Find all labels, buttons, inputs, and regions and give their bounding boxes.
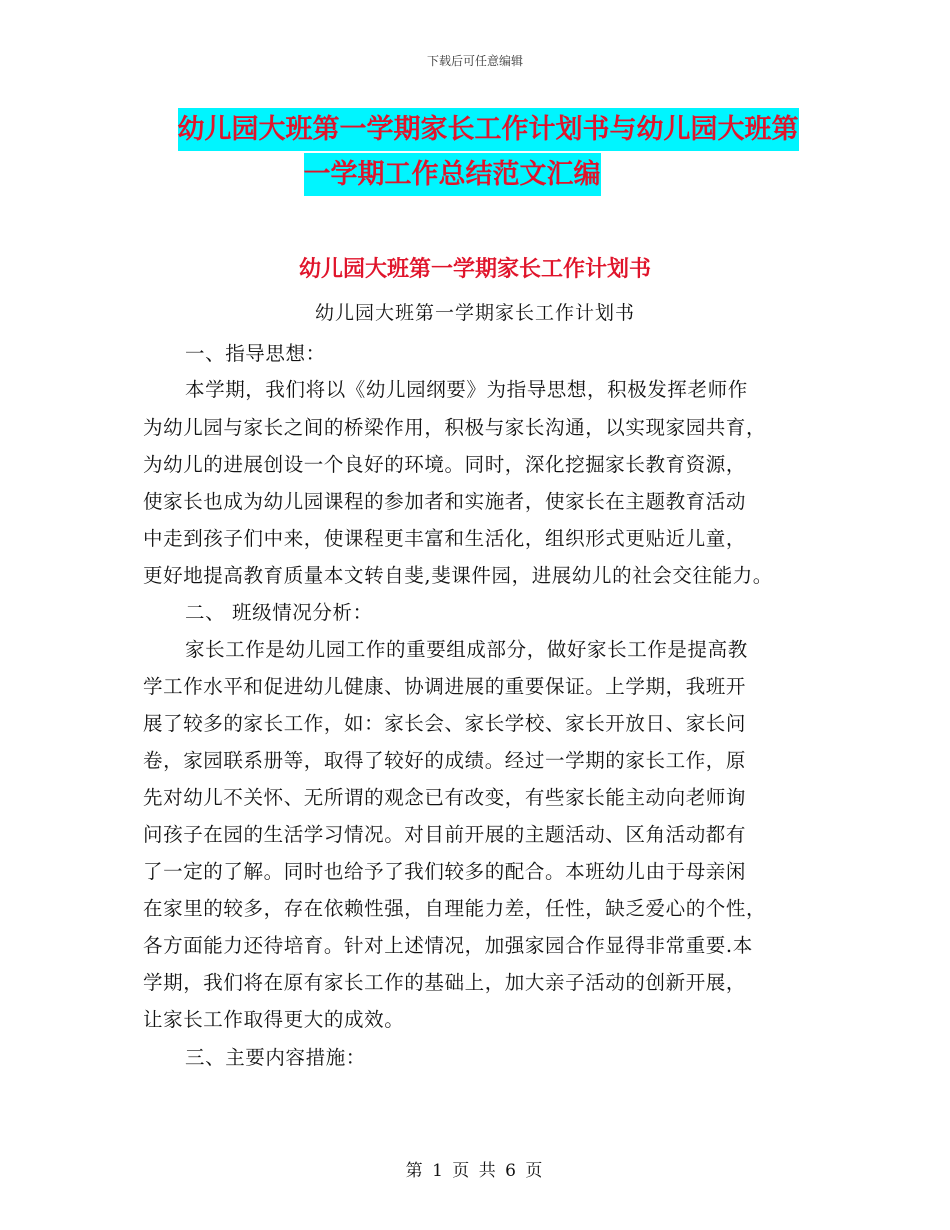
main-title-line-2-text: 一学期工作总结范文汇编 (304, 153, 601, 196)
heading-class-analysis: 二、 班级情况分析： (185, 601, 373, 624)
paragraph-line: 问孩子在园的生活学习情况。对目前开展的主题活动、区角活动都有 (143, 823, 747, 846)
paragraph-line: 先对幼儿不关怀、无所谓的观念已有改变，有些家长能主动向老师询 (143, 786, 747, 809)
paragraph-line: 本学期，我们将以《幼儿园纲要》为指导思想，积极发挥老师作 (185, 378, 748, 401)
page-footer: 第 1 页 共 6 页 (405, 1161, 545, 1181)
paragraph-line: 学工作水平和促进幼儿健康、协调进展的重要保证。上学期，我班开 (143, 675, 747, 698)
paragraph-line: 展了较多的家长工作，如：家长会、家长学校、家长开放日、家长问 (143, 712, 747, 735)
paragraph-line: 更好地提高教育质量本文转自斐,斐课件园，进展幼儿的社会交往能力。 (143, 564, 773, 587)
paragraph-line: 学期，我们将在原有家长工作的基础上，加大亲子活动的创新开展， (143, 971, 747, 994)
paragraph-line: 在家里的较多，存在依赖性强，自理能力差，任性，缺乏爱心的个性， (143, 897, 767, 920)
heading-main-measures: 三、主要内容措施： (185, 1046, 366, 1069)
sub-title: 幼儿园大班第一学期家长工作计划书 (314, 302, 635, 324)
paragraph-line: 家长工作是幼儿园工作的重要组成部分，做好家长工作是提高教 (185, 638, 748, 661)
paragraph-line: 为幼儿园与家长之间的桥梁作用，积极与家长沟通，以实现家园共育， (143, 416, 767, 439)
heading-guiding-thought: 一、指导思想： (185, 342, 326, 365)
paragraph-line: 使家长也成为幼儿园课程的参加者和实施者，使家长在主题教育活动 (143, 490, 747, 513)
paragraph-line: 中走到孩子们中来，使课程更丰富和生活化，组织形式更贴近儿童， (143, 527, 747, 550)
main-title-line-1 (0, 116, 950, 143)
section-title: 幼儿园大班第一学期家长工作计划书 (298, 257, 651, 282)
main-title-line-2 (0, 161, 950, 188)
paragraph-line: 为幼儿的进展创设一个良好的环境。同时，深化挖掘家长教育资源， (143, 453, 747, 476)
main-title-line-1-text: 幼儿园大班第一学期家长工作计划书与幼儿园大班第 (178, 108, 799, 151)
paragraph-line: 卷，家园联系册等，取得了较好的成绩。经过一学期的家长工作，原 (143, 749, 747, 772)
header-note: 下载后可任意编辑 (426, 54, 523, 68)
paragraph-line: 了一定的了解。同时也给予了我们较多的配合。本班幼儿由于母亲闲 (143, 860, 747, 883)
paragraph-line: 让家长工作取得更大的成效。 (143, 1008, 405, 1031)
paragraph-line: 各方面能力还待培育。针对上述情况，加强家园合作显得非常重要.本 (143, 934, 753, 957)
